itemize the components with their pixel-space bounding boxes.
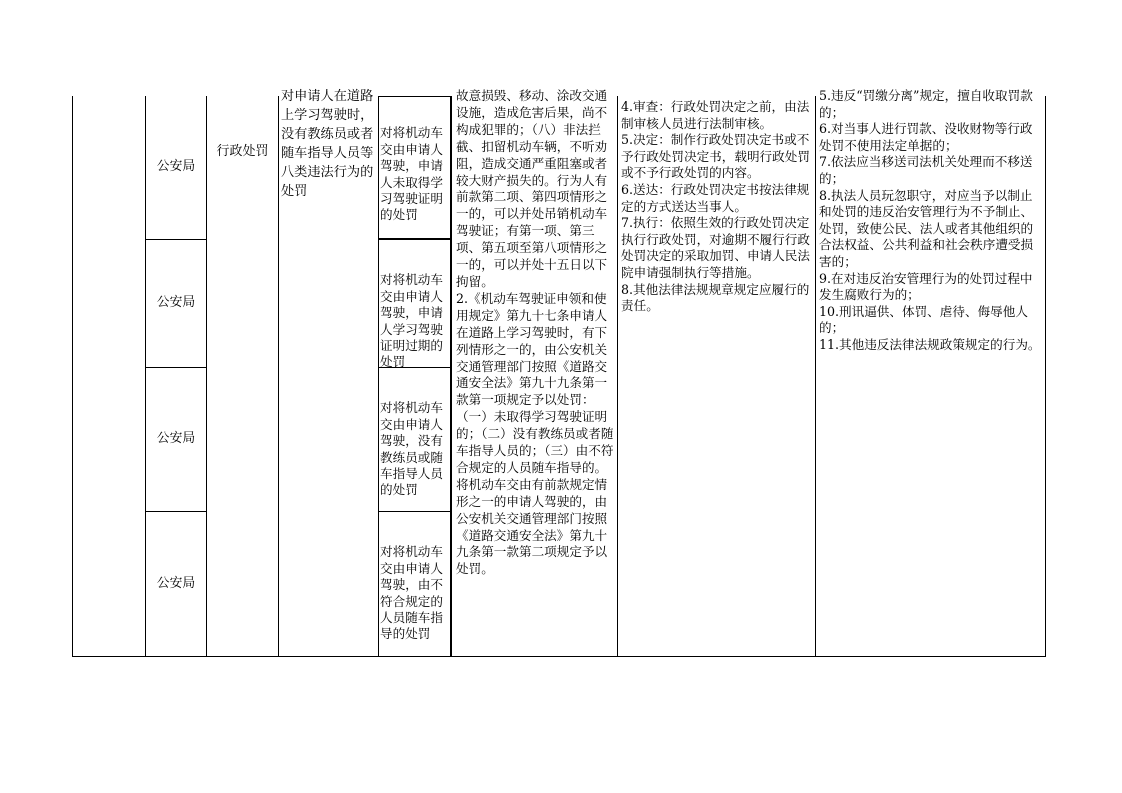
accountability-text: 5.违反“罚缴分离”规定，擅自收取罚款的； 6.对当事人进行罚款、没收财物等行政处罚不使用法定单据的； 7.依法应当移送司法机关处理而不移送的； 8.执法人员玩忽职守，对应当予以制止和处罚的违反治安管理行为不予制止、处罚，致使公民、法人或者其他组织的合法权益、公共利益和社会秩序遭受损害的； 9.在对违反治安管理行为的处罚过程中发生腐败行为的； 10.刑讯逼供、体罚、虐待、侮辱他人的； 11.其他违反法律法规政策规定的行为。 xyxy=(819,88,1041,352)
dept-cell xyxy=(146,96,206,239)
sub-item-box xyxy=(378,511,451,657)
table-right-border xyxy=(1045,96,1046,657)
dept-label: 公安局 xyxy=(156,295,196,311)
sub-item-text: 对将机动车交由申请人驾驶，由不符合规定的人员随车指导的处罚 xyxy=(380,544,443,642)
sub-item-text: 对将机动车交由申请人驾驶，申请人学习驾驶证明过期的处罚 xyxy=(380,272,443,370)
dept-label: 公安局 xyxy=(156,159,196,175)
dept-cell xyxy=(146,368,206,511)
dept-cell xyxy=(146,512,206,656)
sub-item-box xyxy=(378,96,451,239)
dept-label: 公安局 xyxy=(156,575,196,591)
legal-basis-cell xyxy=(452,88,617,656)
sub-item-box xyxy=(378,239,451,368)
item-name-text: 对申请人在道路上学习驾驶时，没有教练员或者随车指导人员等八类违法行为的处罚 xyxy=(281,89,374,199)
sub-item-text: 对将机动车交由申请人驾驶，没有教练员或随车指导人员的处罚 xyxy=(380,400,443,498)
table-left-border xyxy=(72,96,73,657)
sub-item-text: 对将机动车交由申请人驾驶，申请人未取得学习驾驶证明的处罚 xyxy=(380,125,443,223)
legal-basis-text: 故意损毁、移动、涂改交通设施，造成危害后果，尚不构成犯罪的；（八）非法拦截、扣留机动车辆，不听劝阻，造成交通严重阻塞或者较大财产损失的。行为人有前款第二项、第四项情形之一的，可以并处吊销机动车驾驶证；有第一项、第三项、第五项至第八项情形之一的，可以并处十五日以下拘留。 2.《机动车驾驶证申领和使用规定》第九十七条申请人在道路上学习驾驶时，有下列情形之一的，由公安机关交通管理部门按照《道路交通安全法》第九十九条第一款第一项规定予以处罚：（一）未取得学习驾驶证明的；（二）没有教练员或者随车指导人员的；（三）由不符合规定的人员随车指导的。将机动车交由有前款规定情形之一的申请人驾驶的，由公安机关交通管理部门按照《道路交通安全法》第九十九条第一款第二项规定予以处罚。 xyxy=(456,88,614,577)
responsibility-cell xyxy=(618,96,815,656)
category-label: 行政处罚 xyxy=(216,143,269,159)
category-cell xyxy=(207,96,278,208)
responsibility-text: 4.审查：行政处罚决定之前，由法制审核人员进行法制审核。 5.决定：制作行政处罚决定书或不予行政处罚决定书，载明行政处罚或不予行政处罚的内容。 6.送达：行政处罚决定书按法律规定的方式送达当事人。 7.执行：依照生效的行政处罚决定执行行政处罚，对逾期不履行行政处罚决定的采取加罚、申请人民法院申请强制执行等措施。 8.其他法律法规规章规定应履行的责任。 xyxy=(621,99,810,314)
accountability-cell xyxy=(816,88,1045,656)
dept-label: 公安局 xyxy=(156,431,196,447)
sub-item-box xyxy=(378,367,451,512)
dept-cell xyxy=(146,240,206,367)
table-bottom-border xyxy=(72,656,1046,657)
